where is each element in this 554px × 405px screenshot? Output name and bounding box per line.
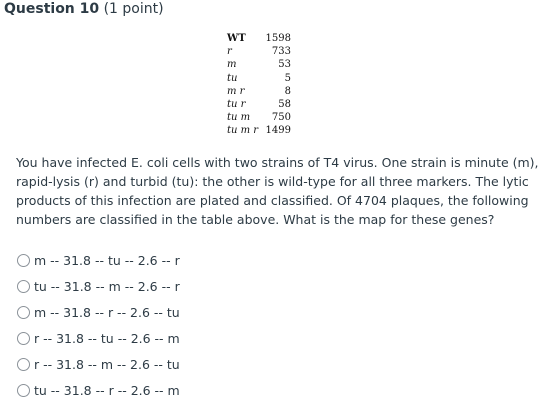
question-points: (1 point) <box>103 1 164 17</box>
radio-button[interactable] <box>17 332 30 345</box>
table-row <box>227 98 291 111</box>
table-row <box>227 45 291 58</box>
answer-option-1[interactable] <box>17 247 180 273</box>
genotype-label: m <box>227 59 237 71</box>
genotype-label: tu m <box>227 112 251 124</box>
plaque-count-table <box>227 32 291 138</box>
radio-button[interactable] <box>17 384 30 397</box>
table-row <box>227 32 291 45</box>
genotype-label: m r <box>227 85 245 97</box>
plaque-count: 5 <box>284 72 291 84</box>
radio-button[interactable] <box>17 280 30 293</box>
radio-button[interactable] <box>17 254 30 267</box>
option-label[interactable]: r -- 31.8 -- tu -- 2.6 -- m <box>34 330 180 346</box>
question-text: You have infected E. coli cells with two strains of T4 virus. One strain is minute (m), rapid-lysis (r) and turbid (tu): the other is wild-type for all three markers. The lytic products of this infection are plated and classified. Of 4704 plaques, the following numbers are classified in the table above. What is the map for these genes? <box>16 155 539 227</box>
option-label[interactable]: m -- 31.8 -- r -- 2.6 -- tu <box>34 304 180 320</box>
genotype-label: WT <box>227 33 246 44</box>
genotype-label: r <box>227 46 232 58</box>
option-label[interactable]: tu -- 31.8 -- r -- 2.6 -- m <box>34 382 180 398</box>
genotype-label: tu r <box>227 98 246 110</box>
plaque-count: 58 <box>278 98 291 110</box>
answer-option-6[interactable] <box>17 377 180 403</box>
answer-option-3[interactable] <box>17 299 180 325</box>
radio-button[interactable] <box>17 306 30 319</box>
answer-options <box>17 247 180 403</box>
answer-option-4[interactable] <box>17 325 180 351</box>
plaque-count: 1598 <box>265 33 291 44</box>
table-row <box>227 124 291 137</box>
question-header <box>4 0 164 18</box>
plaque-count: 1499 <box>265 125 291 137</box>
plaque-count: 8 <box>284 85 291 97</box>
table-row <box>227 58 291 71</box>
table-row <box>227 111 291 124</box>
table-row <box>227 72 291 85</box>
genotype-label: tu m r <box>227 125 259 137</box>
question-title: Question 10 <box>4 1 100 17</box>
radio-button[interactable] <box>17 358 30 371</box>
genotype-label: tu <box>227 72 238 84</box>
table-row <box>227 85 291 98</box>
plaque-count: 53 <box>278 59 291 71</box>
answer-option-5[interactable] <box>17 351 180 377</box>
answer-option-2[interactable] <box>17 273 180 299</box>
plaque-count: 733 <box>271 46 291 58</box>
option-label[interactable]: tu -- 31.8 -- m -- 2.6 -- r <box>34 278 180 294</box>
plaque-count: 750 <box>271 112 291 124</box>
option-label[interactable]: r -- 31.8 -- m -- 2.6 -- tu <box>34 356 180 372</box>
option-label[interactable]: m -- 31.8 -- tu -- 2.6 -- r <box>34 252 180 268</box>
